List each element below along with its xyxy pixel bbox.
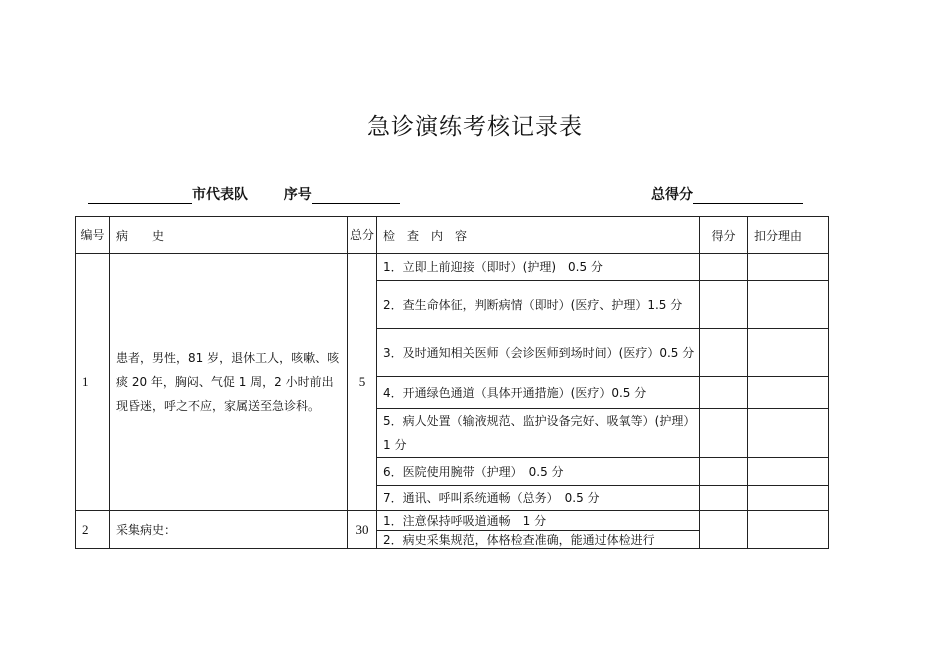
row2-item-1: 1．注意保持呼吸道通畅 1 分: [377, 511, 700, 531]
row1-item-7: 7．通讯、呼叫系统通畅（总务） 0.5 分: [377, 486, 700, 511]
row1-item-6: 6．医院使用腕带（护理） 0.5 分: [377, 458, 700, 486]
header-total: 总分: [348, 217, 377, 254]
total-score-field: [651, 184, 803, 204]
score-cell[interactable]: [700, 377, 748, 409]
score-cell[interactable]: [700, 329, 748, 377]
row1-total: 5: [348, 254, 377, 511]
row1-item-2: 2．查生命体征，判断病情（即时）(医疗、护理）1.5 分: [377, 281, 700, 329]
header-num: 编号: [76, 217, 110, 254]
reason-cell[interactable]: [748, 377, 829, 409]
reason-cell[interactable]: [748, 511, 829, 549]
reason-cell[interactable]: [748, 458, 829, 486]
score-cell[interactable]: [700, 281, 748, 329]
header-history: 病 史: [110, 217, 348, 254]
reason-cell[interactable]: [748, 409, 829, 458]
team-field: [88, 184, 400, 204]
score-cell[interactable]: [700, 409, 748, 458]
reason-cell[interactable]: [748, 486, 829, 511]
row1-item-4: 4．开通绿色通道（具体开通措施）(医疗）0.5 分: [377, 377, 700, 409]
score-cell[interactable]: [700, 511, 748, 549]
row1-history: 患者，男性，81 岁，退休工人，咳嗽、咳痰 20 年，胸闷、气促 1 周，2 小时前出现昏迷，呼之不应，家属送至急诊科。: [110, 254, 348, 511]
header-score: 得分: [700, 217, 748, 254]
row1-num: 1: [76, 254, 110, 511]
reason-cell[interactable]: [748, 254, 829, 281]
row2-history: 采集病史：: [110, 511, 348, 549]
row1-item-1: 1．立即上前迎接（即时）(护理) 0.5 分: [377, 254, 700, 281]
row1-item-3: 3．及时通知相关医师（会诊医师到场时间）(医疗）0.5 分: [377, 329, 700, 377]
row1-item-5: 5．病人处置（输液规范、监护设备完好、吸氧等）(护理）1 分: [377, 409, 700, 458]
total-score-underline[interactable]: [693, 187, 803, 204]
header-content: 检 查 内 容: [377, 217, 700, 254]
score-cell[interactable]: [700, 486, 748, 511]
table-row: [76, 511, 829, 531]
page-title: 急诊演练考核记录表: [367, 114, 583, 140]
row2-item-2: 2．病史采集规范，体格检查准确，能通过体检进行: [377, 531, 700, 549]
score-cell[interactable]: [700, 254, 748, 281]
total-score-label: 总得分: [651, 187, 693, 203]
team-underline[interactable]: [88, 187, 192, 204]
team-label: 市代表队: [192, 187, 248, 203]
table-row: [76, 254, 829, 281]
header-reason: 扣分理由: [748, 217, 829, 254]
seq-label: 序号: [283, 187, 312, 203]
row2-total: 30: [348, 511, 377, 549]
header-row: [76, 217, 829, 254]
score-cell[interactable]: [700, 458, 748, 486]
reason-cell[interactable]: [748, 329, 829, 377]
seq-underline[interactable]: [312, 187, 400, 204]
row2-num: 2: [76, 511, 110, 549]
exam-record-table: [75, 216, 829, 549]
reason-cell[interactable]: [748, 281, 829, 329]
